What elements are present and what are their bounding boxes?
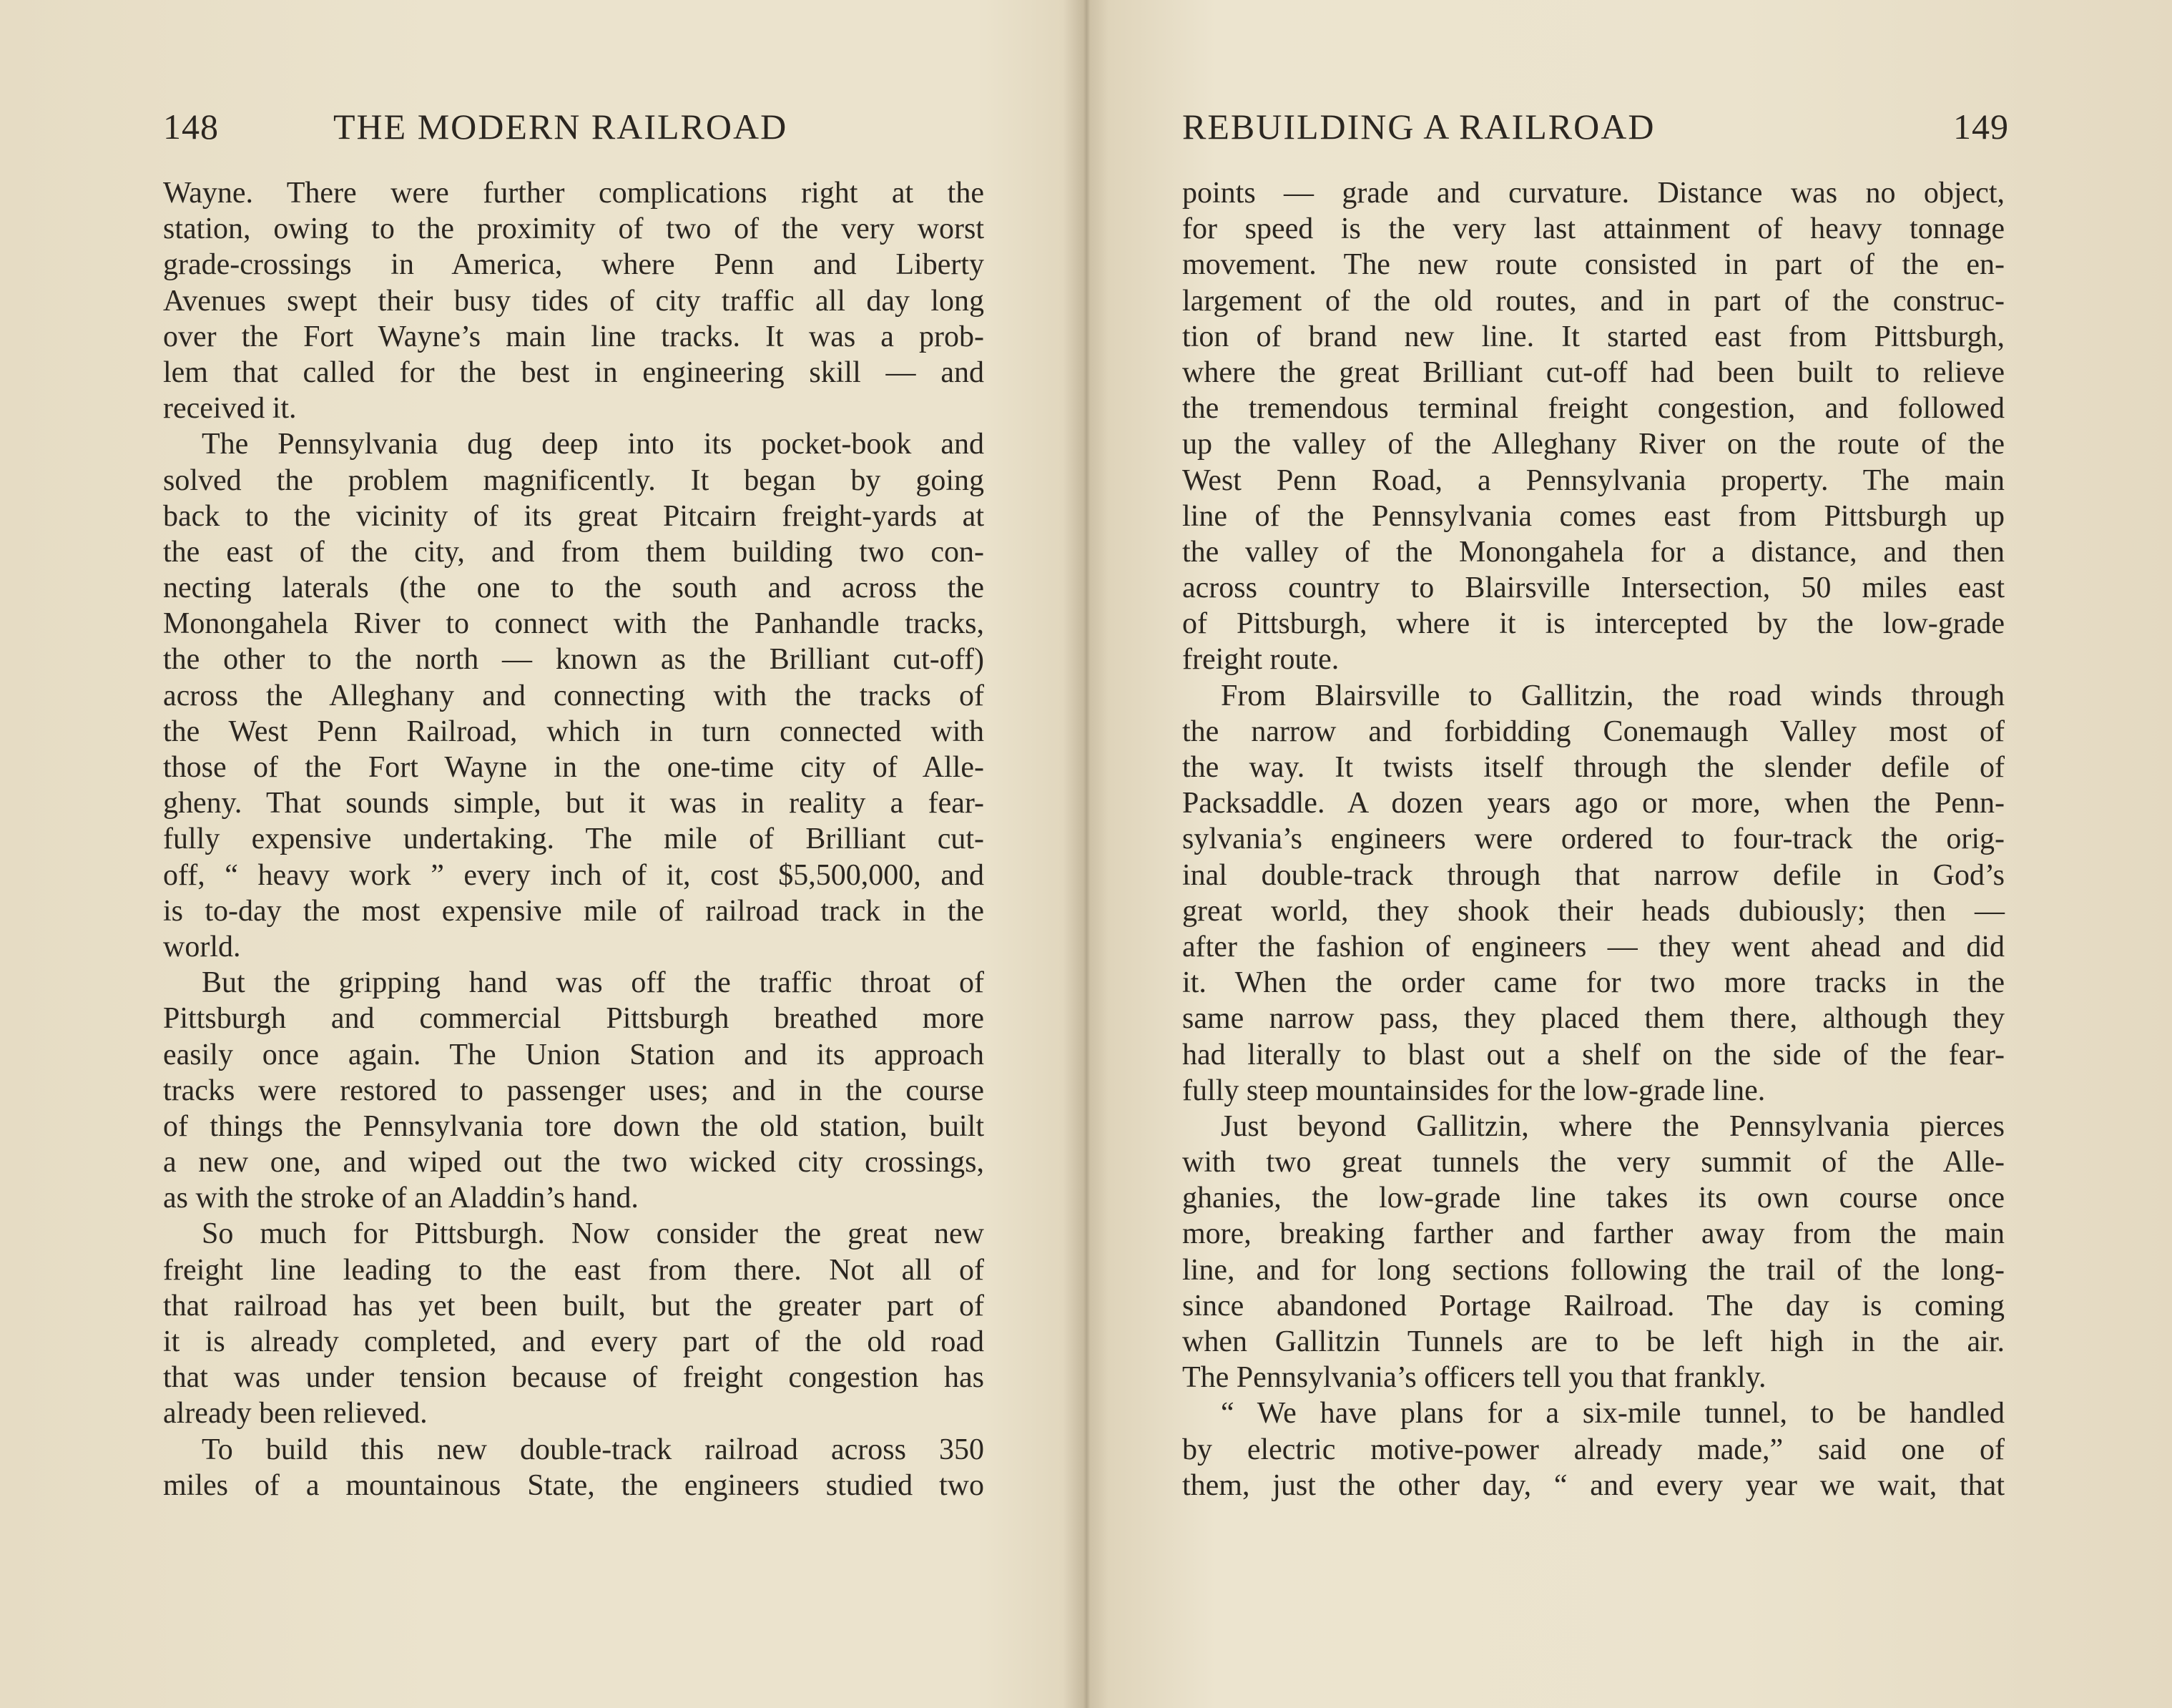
text-line: Wayne. There were further complications right at the — [163, 177, 984, 210]
text-line: movement. The new route consisted in part of the en- — [1182, 248, 2005, 282]
text-line: gheny. That sounds simple, but it was in reality a fear- — [163, 787, 984, 820]
text-line: sylvania’s engineers were ordered to four-track the orig- — [1182, 823, 2005, 856]
left-running-head: THE MODERN RAILROAD — [333, 107, 788, 147]
text-line: it. When the order came for two more tracks in the — [1182, 966, 2005, 1000]
text-line: as with the stroke of an Aladdin’s hand. — [163, 1182, 639, 1215]
text-line: more, breaking farther and farther away from the main — [1182, 1217, 2005, 1251]
text-line: where the great Brilliant cut-off had been built to relieve — [1182, 355, 2005, 389]
text-line: tion of brand new line. It started east from Pittsburgh, — [1182, 320, 2005, 353]
text-line: after the fashion of engineers — they went ahead and did — [1182, 930, 2005, 963]
text-line: with two great tunnels the very summit of the Alle- — [1182, 1146, 2005, 1179]
text-line: freight route. — [1182, 643, 1340, 677]
text-line: West Penn Road, a Pennsylvania property. The main — [1182, 463, 2005, 497]
left-page-text — [163, 175, 984, 1503]
right-page-text — [1182, 175, 2005, 1503]
text-line: by electric motive-power already made,” said one of — [1182, 1433, 2005, 1466]
text-line: the narrow and forbidding Conemaugh Valley most of — [1182, 715, 2005, 748]
text-line: To build this new double-track railroad across 350 — [202, 1433, 984, 1466]
text-line: solved the problem magnificently. It began by going — [163, 463, 984, 497]
text-line: line of the Pennsylvania comes east from Pittsburgh up — [1182, 499, 2005, 533]
text-line: that was under tension because of freight congestion has — [163, 1361, 984, 1395]
text-line: it is already completed, and every part of the old road — [163, 1325, 984, 1358]
text-line: the tremendous terminal freight congestion, and followed — [1182, 392, 2005, 426]
left-page-number: 148 — [163, 107, 219, 147]
text-line: fully expensive undertaking. The mile of Brilliant cut- — [163, 823, 984, 856]
text-line: easily once again. The Union Station and its approach — [163, 1038, 984, 1071]
text-line: great world, they shook their heads dubiously; then — — [1182, 894, 2005, 928]
text-line: the West Penn Railroad, which in turn connected with — [163, 715, 984, 748]
text-line: lem that called for the best in engineering skill — and — [163, 355, 984, 389]
text-line: up the valley of the Alleghany River on the route of the — [1182, 428, 2005, 461]
text-line: station, owing to the proximity of two of the very worst — [163, 212, 984, 246]
text-line: The Pennsylvania dug deep into its pocket-book and — [202, 428, 984, 461]
right-page-number: 149 — [1953, 107, 2009, 147]
text-line: of Pittsburgh, where it is intercepted by the low-grade — [1182, 607, 2005, 641]
right-page-header — [1182, 104, 2009, 149]
text-line: is to-day the most expensive mile of railroad track in the — [163, 894, 984, 928]
text-line: miles of a mountainous State, the engineers studied two — [163, 1468, 984, 1502]
text-line: fully steep mountainsides for the low-grade line. — [1182, 1074, 1766, 1107]
text-line: across country to Blairsville Intersection, 50 miles east — [1182, 571, 2005, 605]
text-line: that railroad has yet been built, but the greater part of — [163, 1289, 984, 1322]
text-line: Pittsburgh and commercial Pittsburgh breathed more — [163, 1002, 984, 1036]
text-line: since abandoned Portage Railroad. The day is coming — [1182, 1289, 2005, 1322]
text-line: of things the Pennsylvania tore down the old station, built — [163, 1109, 984, 1143]
text-line: Avenues swept their busy tides of city traffic all day long — [163, 284, 984, 318]
text-line: ghanies, the low-grade line takes its own course once — [1182, 1182, 2005, 1215]
text-line: the other to the north — known as the Brilliant cut-off) — [163, 643, 984, 677]
text-line: Just beyond Gallitzin, where the Pennsylvania pierces — [1221, 1109, 2005, 1143]
text-line: But the gripping hand was off the traffic throat of — [202, 966, 984, 1000]
text-line: line, and for long sections following the trail of the long- — [1182, 1253, 2005, 1287]
text-line: freight line leading to the east from there. Not all of — [163, 1253, 984, 1287]
text-line: them, just the other day, “ and every year we wait, that — [1182, 1468, 2005, 1502]
text-line: over the Fort Wayne’s main line tracks. It was a prob- — [163, 320, 984, 353]
text-line: largement of the old routes, and in part of the construc- — [1182, 284, 2005, 318]
text-line: received it. — [163, 392, 297, 426]
right-page — [1092, 0, 2172, 1708]
text-line: when Gallitzin Tunnels are to be left high in the air. — [1182, 1325, 2005, 1358]
text-line: necting laterals (the one to the south and across the — [163, 571, 984, 605]
right-running-head: REBUILDING A RAILROAD — [1182, 107, 1656, 147]
text-line: a new one, and wiped out the two wicked city crossings, — [163, 1146, 984, 1179]
text-line: Monongahela River to connect with the Panhandle tracks, — [163, 607, 984, 641]
text-line: “ We have plans for a six-mile tunnel, to be handled — [1221, 1397, 2005, 1430]
text-line: for speed is the very last attainment of heavy tonnage — [1182, 212, 2005, 246]
text-line: the way. It twists itself through the slender defile of — [1182, 751, 2005, 784]
text-line: same narrow pass, they placed them there, although they — [1182, 1002, 2005, 1036]
text-line: world. — [163, 930, 241, 963]
text-line: back to the vicinity of its great Pitcairn freight-yards at — [163, 499, 984, 533]
text-line: grade-crossings in America, where Penn and Liberty — [163, 248, 984, 282]
text-line: already been relieved. — [163, 1397, 428, 1430]
text-line: inal double-track through that narrow defile in God’s — [1182, 858, 2005, 892]
text-line: The Pennsylvania’s officers tell you that frankly. — [1182, 1361, 1766, 1395]
left-page-header — [163, 104, 986, 149]
text-line: had literally to blast out a shelf on the side of the fear- — [1182, 1038, 2005, 1071]
text-line: points — grade and curvature. Distance was no object, — [1182, 177, 2005, 210]
text-line: those of the Fort Wayne in the one-time city of Alle- — [163, 751, 984, 784]
text-line: From Blairsville to Gallitzin, the road winds through — [1221, 679, 2005, 712]
text-line: Packsaddle. A dozen years ago or more, when the Penn- — [1182, 787, 2005, 820]
text-line: across the Alleghany and connecting with the tracks of — [163, 679, 984, 712]
text-line: the valley of the Monongahela for a distance, and then — [1182, 535, 2005, 569]
text-line: tracks were restored to passenger uses; and in the course — [163, 1074, 984, 1107]
text-line: the east of the city, and from them building two con- — [163, 535, 984, 569]
left-page — [0, 0, 1080, 1708]
text-line: So much for Pittsburgh. Now consider the great new — [202, 1217, 984, 1251]
text-line: off, “ heavy work ” every inch of it, cost $5,500,000, and — [163, 858, 984, 892]
